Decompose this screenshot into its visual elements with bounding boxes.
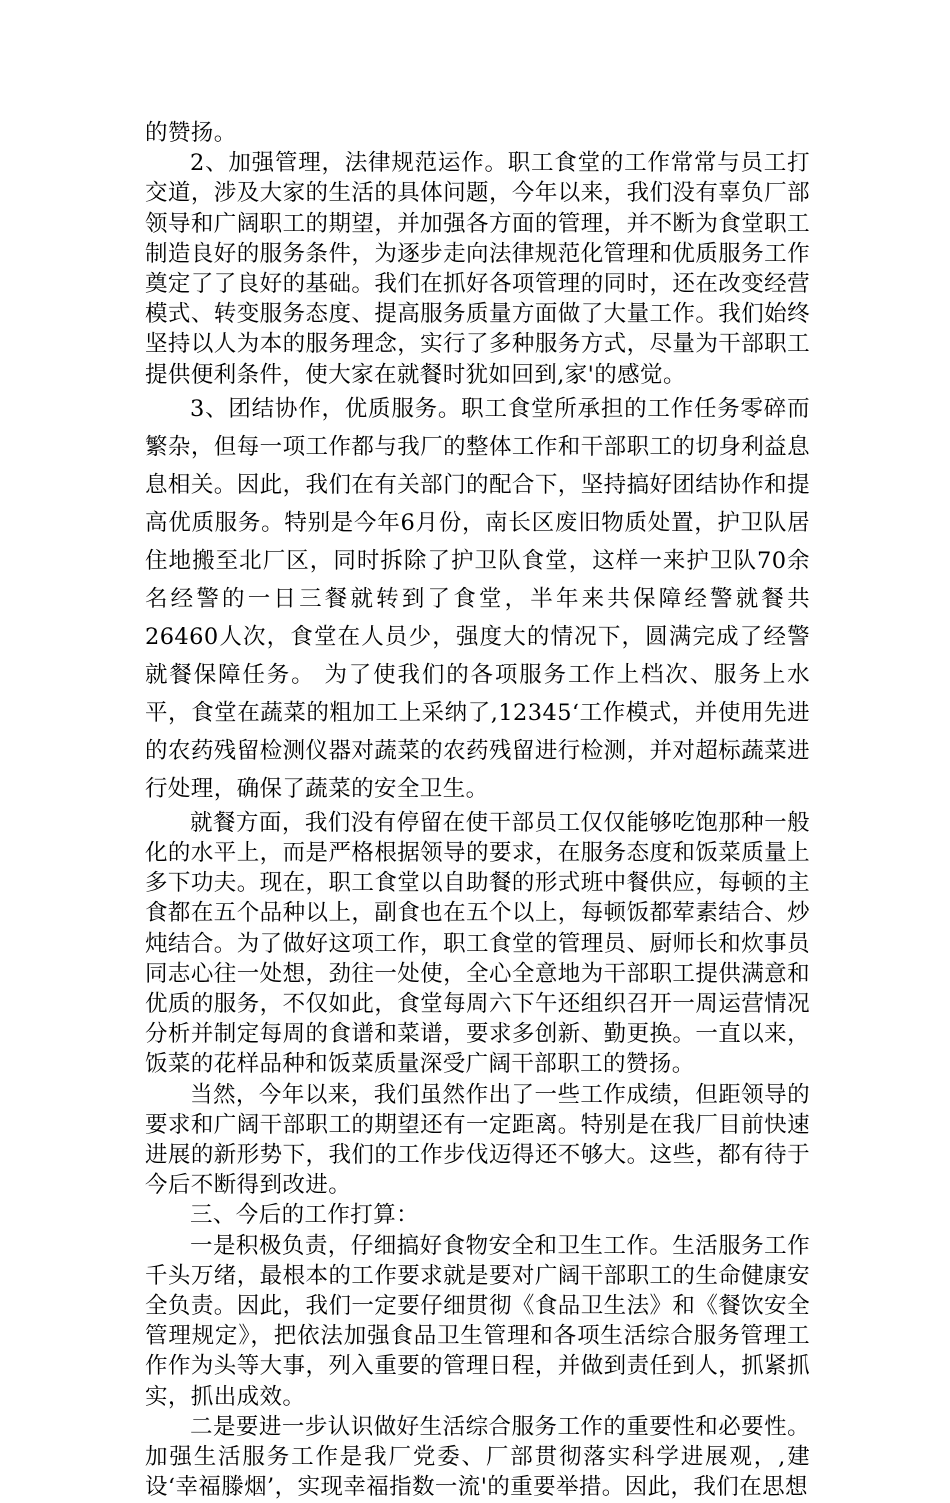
paragraph-0: 的赞扬。 (145, 120, 237, 146)
paragraph-3: 就餐方面，我们没有停留在使干部员工仅仅能够吃饱那种一般化的水平上，而是严格根据领导的要求，在服务态度和饭菜质量上多下功夫。现在，职工食堂以自助餐的形式班中餐供应，每顿的主食都在五个品种以上，副食也在五个以上，每顿饭都荤素结合、炒炖结合。为了做好这项工作，职工食堂的管理员、厨师长和炊事员同志心往一处想，劲往一处使，全心全意地为干部职工提供满意和优质的服务，不仅如此，食堂每周六下午还组织召开一周运营情况分析并制定每周的食谱和菜谱，要求多创新、勤更换。一直以来，饭菜的花样品种和饭菜质量深受广阔干部职工的赞扬。 (145, 809, 810, 1078)
document-body (145, 118, 810, 1503)
paragraph-2: 3、团结协作，优质服务。职工食堂所承担的工作任务零碎而繁杂，但每一项工作都与我厂的整体工作和干部职工的切身利益息息相关。因此，我们在有关部门的配合下，坚持搞好团结协作和提高优质服务。特别是今年6月份，南长区废旧物质处置，护卫队居住地搬至北厂区，同时拆除了护卫队食堂，这样一来护卫队70余名经警的一日三餐就转到了食堂，半年来共保障经警就餐共26460人次，食堂在人员少，强度大的情况下，圆满完成了经警就餐保障任务。 为了使我们的各项服务工作上档次、服务上水平，食堂在蔬菜的粗加工上采纳了,12345‘工作模式，并使用先进的农药残留检测仪器对蔬菜的农药残留进行检测，并对超标蔬菜进行处理，确保了蔬菜的安全卫生。 (145, 395, 810, 802)
paragraph-4: 当然，今年以来，我们虽然作出了一些工作成绩，但距领导的要求和广阔干部职工的期望还有一定距离。特别是在我厂目前快速进展的新形势下，我们的工作步伐迈得还不够大。这些，都有待于今后不断得到改进。 (145, 1081, 810, 1199)
paragraph-7: 二是要进一步认识做好生活综合服务工作的重要性和必要性。加强生活服务工作是我厂党委、厂部贯彻落实科学进展观，,建设‘幸福滕烟’，实现幸福指数一流'的重要举措。因此，我们在思想 (145, 1413, 810, 1501)
paragraph-1: 2、加强管理，法律规范运作。职工食堂的工作常常与员工打交道，涉及大家的生活的具体问题，今年以来，我们没有辜负厂部领导和广阔职工的期望，并加强各方面的管理，并不断为食堂职工制造良好的服务条件，为逐步走向法律规范化管理和优质服务工作奠定了了良好的基础。我们在抓好各项管理的同时，还在改变经营模式、转变服务态度、提高服务质量方面做了大量工作。我们始终坚持以人为本的服务理念，实行了多种服务方式，尽量为干部职工提供便利条件，使大家在就餐时犹如回到,家'的感觉。 (145, 150, 810, 388)
section-heading-future-plans: 三、今后的工作打算： (190, 1202, 420, 1229)
paragraph-6: 一是积极负责，仔细搞好食物安全和卫生工作。生活服务工作千头万绪，最根本的工作要求就是要对广阔干部职工的生命健康安全负责。因此，我们一定要仔细贯彻《食品卫生法》和《餐饮安全管理规定》，把依法加强食品卫生管理和各项生活综合服务管理工作作为头等大事，列入重要的管理日程，并做到责任到人，抓紧抓实，抓出成效。 (145, 1232, 810, 1410)
